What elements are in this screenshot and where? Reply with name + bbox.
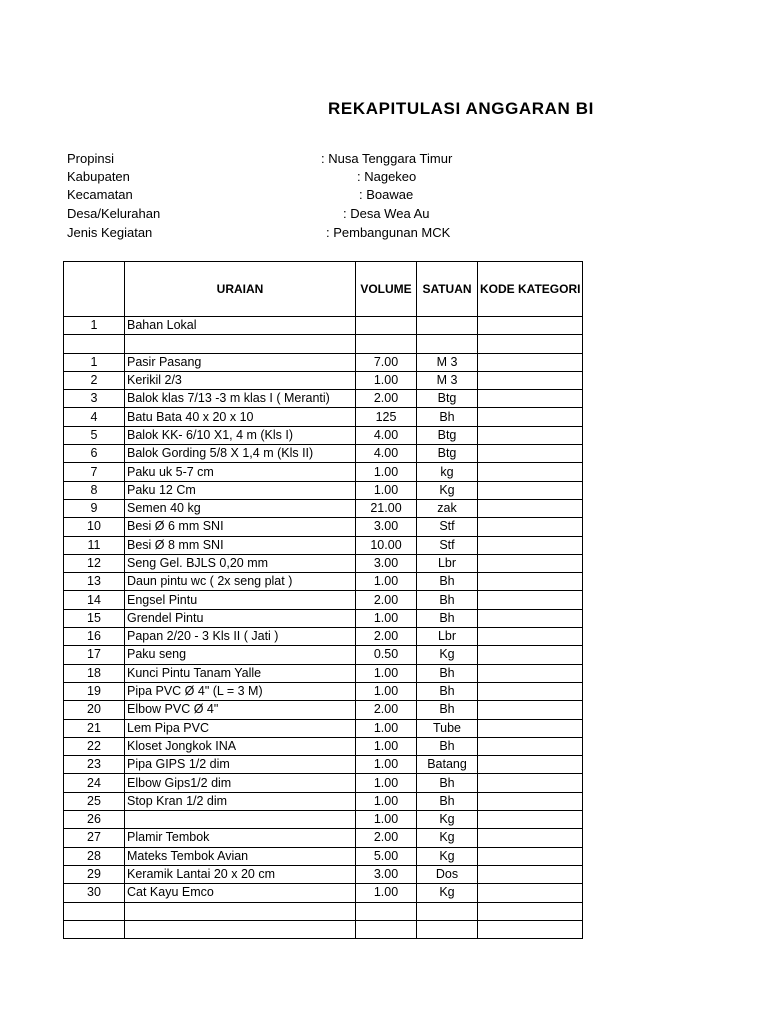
cell-uraian: Balok Gording 5/8 X 1,4 m (Kls II)	[125, 445, 356, 463]
cell-satuan: Bh	[417, 792, 478, 810]
cell-volume: 21.00	[356, 499, 417, 517]
cell-uraian: Kerikil 2/3	[125, 371, 356, 389]
header-no	[64, 262, 125, 317]
cell-satuan: Kg	[417, 811, 478, 829]
cell-satuan: Stf	[417, 518, 478, 536]
cell-no: 3	[64, 390, 125, 408]
cell-no: 21	[64, 719, 125, 737]
info-value-propinsi: : Nusa Tenggara Timur	[321, 151, 453, 166]
cell-no: 29	[64, 865, 125, 883]
cell-volume: 1.00	[356, 737, 417, 755]
cell-no	[64, 335, 125, 353]
cell-volume: 0.50	[356, 646, 417, 664]
cell-satuan: zak	[417, 499, 478, 517]
header-kode-kategori: KODE KATEGORI	[478, 262, 583, 317]
table-row	[64, 573, 583, 591]
table-row	[64, 811, 583, 829]
table-row	[64, 829, 583, 847]
cell-volume: 1.00	[356, 792, 417, 810]
cell-satuan: Kg	[417, 847, 478, 865]
cell-uraian: Elbow PVC Ø 4"	[125, 701, 356, 719]
cell-kode-kategori	[478, 573, 583, 591]
cell-kode-kategori	[478, 353, 583, 371]
cell-no: 24	[64, 774, 125, 792]
cell-no: 23	[64, 756, 125, 774]
table-row	[64, 518, 583, 536]
info-label-jenis-kegiatan: Jenis Kegiatan	[67, 225, 153, 240]
cell-satuan	[417, 920, 478, 938]
info-label-kecamatan: Kecamatan	[67, 187, 133, 202]
cell-kode-kategori	[478, 792, 583, 810]
table-row	[64, 902, 583, 920]
table-row	[64, 609, 583, 627]
table-row	[64, 701, 583, 719]
cell-kode-kategori	[478, 756, 583, 774]
cell-uraian: Semen 40 kg	[125, 499, 356, 517]
table-row	[64, 317, 583, 335]
cell-volume: 1.00	[356, 884, 417, 902]
cell-no: 10	[64, 518, 125, 536]
cell-satuan: Bh	[417, 737, 478, 755]
cell-satuan: Stf	[417, 536, 478, 554]
cell-uraian: Batu Bata 40 x 20 x 10	[125, 408, 356, 426]
cell-satuan: Dos	[417, 865, 478, 883]
cell-no: 28	[64, 847, 125, 865]
cell-satuan: kg	[417, 463, 478, 481]
table-row	[64, 847, 583, 865]
cell-volume: 10.00	[356, 536, 417, 554]
cell-satuan: Bh	[417, 609, 478, 627]
cell-no: 20	[64, 701, 125, 719]
cell-satuan: Bh	[417, 682, 478, 700]
cell-volume: 1.00	[356, 811, 417, 829]
cell-volume	[356, 902, 417, 920]
table-row	[64, 682, 583, 700]
cell-satuan: Btg	[417, 426, 478, 444]
cell-no: 9	[64, 499, 125, 517]
cell-uraian: Lem Pipa PVC	[125, 719, 356, 737]
cell-no: 5	[64, 426, 125, 444]
cell-uraian	[125, 811, 356, 829]
cell-volume: 2.00	[356, 591, 417, 609]
cell-no: 19	[64, 682, 125, 700]
cell-satuan: Kg	[417, 884, 478, 902]
cell-satuan: Bh	[417, 573, 478, 591]
header-uraian: URAIAN	[125, 262, 356, 317]
cell-uraian: Grendel Pintu	[125, 609, 356, 627]
table-body	[64, 317, 583, 939]
document-title: REKAPITULASI ANGGARAN BI	[328, 99, 594, 118]
info-value-kecamatan: : Boawae	[359, 187, 414, 202]
cell-volume: 1.00	[356, 573, 417, 591]
cell-uraian: Elbow Gips1/2 dim	[125, 774, 356, 792]
cell-satuan: M 3	[417, 353, 478, 371]
cell-no: 11	[64, 536, 125, 554]
cell-kode-kategori	[478, 774, 583, 792]
cell-kode-kategori	[478, 829, 583, 847]
cell-uraian	[125, 902, 356, 920]
cell-no: 15	[64, 609, 125, 627]
cell-uraian	[125, 920, 356, 938]
cell-uraian: Keramik Lantai 20 x 20 cm	[125, 865, 356, 883]
cell-volume: 7.00	[356, 353, 417, 371]
cell-volume: 1.00	[356, 463, 417, 481]
table-row	[64, 463, 583, 481]
cell-volume	[356, 335, 417, 353]
cell-volume	[356, 920, 417, 938]
cell-kode-kategori	[478, 737, 583, 755]
cell-uraian: Besi Ø 6 mm SNI	[125, 518, 356, 536]
table-row	[64, 536, 583, 554]
info-label-propinsi: Propinsi	[67, 151, 114, 166]
cell-no	[64, 920, 125, 938]
cell-satuan: Kg	[417, 646, 478, 664]
table-row	[64, 792, 583, 810]
cell-uraian: Mateks Tembok Avian	[125, 847, 356, 865]
cell-volume: 1.00	[356, 371, 417, 389]
cell-uraian: Pipa GIPS 1/2 dim	[125, 756, 356, 774]
cell-kode-kategori	[478, 701, 583, 719]
table-row	[64, 591, 583, 609]
cell-satuan: M 3	[417, 371, 478, 389]
table-row	[64, 646, 583, 664]
cell-kode-kategori	[478, 463, 583, 481]
cell-volume: 4.00	[356, 445, 417, 463]
cell-kode-kategori	[478, 719, 583, 737]
cell-kode-kategori	[478, 847, 583, 865]
cell-satuan: Bh	[417, 701, 478, 719]
cell-satuan: Bh	[417, 591, 478, 609]
cell-uraian: Pasir Pasang	[125, 353, 356, 371]
info-value-jenis-kegiatan: : Pembangunan MCK	[326, 225, 451, 240]
table-row	[64, 628, 583, 646]
cell-uraian: Papan 2/20 - 3 Kls II ( Jati )	[125, 628, 356, 646]
table-row	[64, 554, 583, 572]
cell-kode-kategori	[478, 408, 583, 426]
cell-kode-kategori	[478, 811, 583, 829]
cell-no: 2	[64, 371, 125, 389]
cell-kode-kategori	[478, 628, 583, 646]
cell-kode-kategori	[478, 884, 583, 902]
cell-kode-kategori	[478, 609, 583, 627]
cell-no: 30	[64, 884, 125, 902]
cell-no: 14	[64, 591, 125, 609]
table-row	[64, 920, 583, 938]
cell-volume: 1.00	[356, 609, 417, 627]
cell-uraian: Paku 12 Cm	[125, 481, 356, 499]
table-row	[64, 719, 583, 737]
cell-satuan: Kg	[417, 829, 478, 847]
cell-satuan: Kg	[417, 481, 478, 499]
table-row	[64, 737, 583, 755]
cell-no: 8	[64, 481, 125, 499]
cell-volume: 5.00	[356, 847, 417, 865]
cell-satuan: Lbr	[417, 554, 478, 572]
cell-kode-kategori	[478, 664, 583, 682]
cell-volume: 1.00	[356, 756, 417, 774]
cell-uraian: Cat Kayu Emco	[125, 884, 356, 902]
cell-uraian: Engsel Pintu	[125, 591, 356, 609]
cell-uraian: Balok klas 7/13 -3 m klas I ( Meranti)	[125, 390, 356, 408]
cell-no: 4	[64, 408, 125, 426]
table-row	[64, 884, 583, 902]
cell-no: 27	[64, 829, 125, 847]
table-row	[64, 664, 583, 682]
table-row	[64, 426, 583, 444]
cell-uraian: Bahan Lokal	[125, 317, 356, 335]
table-row	[64, 499, 583, 517]
cell-satuan: Batang	[417, 756, 478, 774]
table-row	[64, 353, 583, 371]
cell-kode-kategori	[478, 481, 583, 499]
cell-uraian: Pipa PVC Ø 4" (L = 3 M)	[125, 682, 356, 700]
cell-volume: 3.00	[356, 554, 417, 572]
cell-kode-kategori	[478, 371, 583, 389]
cell-no: 17	[64, 646, 125, 664]
cell-satuan: Btg	[417, 445, 478, 463]
table-row	[64, 756, 583, 774]
table-row	[64, 445, 583, 463]
cell-volume: 3.00	[356, 865, 417, 883]
cell-uraian: Daun pintu wc ( 2x seng plat )	[125, 573, 356, 591]
cell-kode-kategori	[478, 682, 583, 700]
cell-volume	[356, 317, 417, 335]
cell-kode-kategori	[478, 902, 583, 920]
cell-kode-kategori	[478, 499, 583, 517]
cell-satuan: Btg	[417, 390, 478, 408]
table-row	[64, 371, 583, 389]
cell-satuan	[417, 902, 478, 920]
cell-uraian: Paku seng	[125, 646, 356, 664]
table-row	[64, 481, 583, 499]
cell-kode-kategori	[478, 536, 583, 554]
cell-volume: 1.00	[356, 719, 417, 737]
cell-volume: 3.00	[356, 518, 417, 536]
cell-no: 13	[64, 573, 125, 591]
cell-satuan	[417, 317, 478, 335]
cell-no: 1	[64, 317, 125, 335]
header-satuan: SATUAN	[417, 262, 478, 317]
cell-uraian: Besi Ø 8 mm SNI	[125, 536, 356, 554]
table-row	[64, 774, 583, 792]
cell-no: 7	[64, 463, 125, 481]
cell-volume: 125	[356, 408, 417, 426]
header-volume: VOLUME	[356, 262, 417, 317]
cell-uraian: Kunci Pintu Tanam Yalle	[125, 664, 356, 682]
info-value-kabupaten: : Nagekeo	[357, 169, 417, 184]
cell-kode-kategori	[478, 445, 583, 463]
cell-volume: 1.00	[356, 664, 417, 682]
cell-uraian: Paku uk 5-7 cm	[125, 463, 356, 481]
cell-uraian: Kloset Jongkok INA	[125, 737, 356, 755]
table-row	[64, 408, 583, 426]
cell-uraian: Stop Kran 1/2 dim	[125, 792, 356, 810]
cell-no: 1	[64, 353, 125, 371]
cell-kode-kategori	[478, 518, 583, 536]
cell-no: 6	[64, 445, 125, 463]
cell-no: 26	[64, 811, 125, 829]
cell-volume: 4.00	[356, 426, 417, 444]
cell-kode-kategori	[478, 920, 583, 938]
cell-satuan: Lbr	[417, 628, 478, 646]
cell-kode-kategori	[478, 646, 583, 664]
cell-volume: 2.00	[356, 829, 417, 847]
cell-satuan: Tube	[417, 719, 478, 737]
cell-uraian	[125, 335, 356, 353]
info-label-kabupaten: Kabupaten	[67, 169, 130, 184]
cell-no: 22	[64, 737, 125, 755]
cell-uraian: Seng Gel. BJLS 0,20 mm	[125, 554, 356, 572]
cell-volume: 2.00	[356, 701, 417, 719]
table-row	[64, 390, 583, 408]
cell-kode-kategori	[478, 335, 583, 353]
info-value-desa: : Desa Wea Au	[343, 206, 430, 221]
cell-uraian: Plamir Tembok	[125, 829, 356, 847]
budget-table	[63, 261, 583, 939]
cell-kode-kategori	[478, 865, 583, 883]
table-row	[64, 865, 583, 883]
cell-no	[64, 902, 125, 920]
info-label-desa: Desa/Kelurahan	[67, 206, 161, 221]
cell-satuan: Bh	[417, 408, 478, 426]
cell-no: 16	[64, 628, 125, 646]
cell-volume: 1.00	[356, 481, 417, 499]
cell-volume: 1.00	[356, 774, 417, 792]
cell-kode-kategori	[478, 390, 583, 408]
cell-satuan	[417, 335, 478, 353]
cell-satuan: Bh	[417, 774, 478, 792]
cell-kode-kategori	[478, 591, 583, 609]
cell-uraian: Balok KK- 6/10 X1, 4 m (Kls I)	[125, 426, 356, 444]
cell-volume: 2.00	[356, 628, 417, 646]
cell-kode-kategori	[478, 554, 583, 572]
cell-no: 25	[64, 792, 125, 810]
table-header-row	[64, 262, 583, 317]
cell-kode-kategori	[478, 426, 583, 444]
table-row	[64, 335, 583, 353]
cell-volume: 2.00	[356, 390, 417, 408]
cell-satuan: Bh	[417, 664, 478, 682]
cell-volume: 1.00	[356, 682, 417, 700]
cell-kode-kategori	[478, 317, 583, 335]
cell-no: 18	[64, 664, 125, 682]
cell-no: 12	[64, 554, 125, 572]
